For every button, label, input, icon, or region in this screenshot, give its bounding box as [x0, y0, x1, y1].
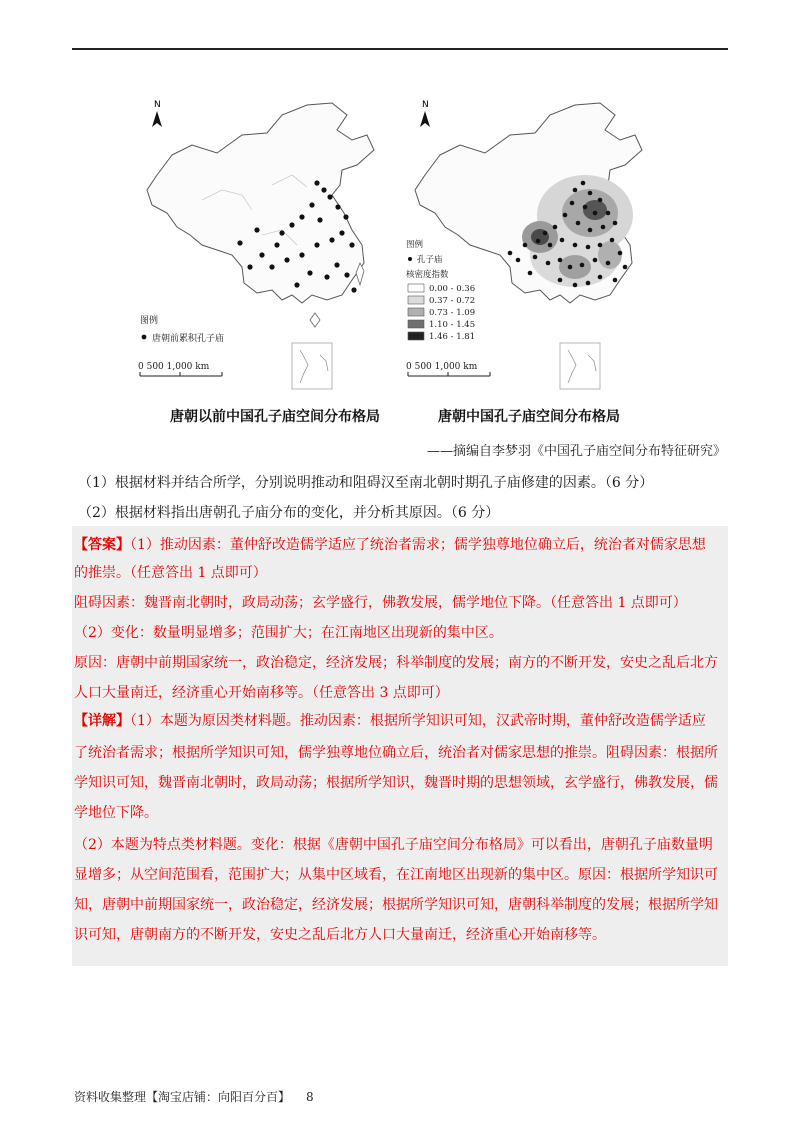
svg-text:唐朝前累积孔子庙: 唐朝前累积孔子庙	[152, 334, 225, 344]
svg-text:N: N	[154, 100, 161, 110]
source-citation: ——摘编自李梦羽《中国孔子庙空间分布特征研究》	[426, 444, 726, 459]
svg-text:N: N	[422, 100, 429, 110]
question-1: （1）根据材料并结合所学，分别说明推动和阻碍汉至南北朝时期孔子庙修建的因素。（6 分）	[78, 475, 654, 491]
svg-text:核密度指数: 核密度指数	[406, 270, 449, 280]
answer-line-2: 的推崇。（任意答出 1 点即可）	[74, 565, 267, 581]
answer-line-6: 人口大量南迁，经济重心开始南移等。（任意答出 3 点即可）	[74, 685, 449, 701]
detail-line-7: 知，唐朝中前期国家统一，政治稳定，经济发展；根据所学知识可知，唐朝科举制度的发展；根据所学知	[74, 897, 718, 913]
north-arrow-icon	[152, 100, 162, 127]
detail-line-6: 显增多；从空间范围看，范围扩大；从集中区域看，在江南地区出现新的集中区。原因：根据所学知识可	[74, 867, 718, 883]
map-tang-svg	[400, 95, 670, 395]
svg-text:0 500 1,000 km: 0 500 1,000 km	[406, 362, 478, 372]
answer-line-3: 阻碍因素：魏晋南北朝时，政局动荡；玄学盛行，佛教发展，儒学地位下降。（任意答出 1 点即可）	[74, 595, 687, 611]
answer-tag: 【答案】	[74, 537, 130, 553]
svg-text:1.10 - 1.45: 1.10 - 1.45	[429, 320, 476, 330]
islands-right	[560, 343, 600, 389]
scale-bar-left	[138, 362, 222, 376]
islands-left	[292, 343, 332, 389]
svg-text:1.46 - 1.81: 1.46 - 1.81	[429, 332, 476, 342]
svg-text:0.00 - 0.36: 0.00 - 0.36	[429, 284, 476, 294]
detail-line-3: 学知识可知，魏晋南北朝时，政局动荡；根据所学知识，魏晋时期的思想领域，玄学盛行，佛教发展，儒	[74, 775, 718, 791]
map-pre-tang-svg	[132, 95, 402, 395]
answer-line-5: 原因：唐朝中前期国家统一，政治稳定，经济发展；科举制度的发展；南方的不断开发，安史之乱后北方	[74, 655, 718, 671]
detail-line-5: （2）本题为特点类材料题。变化：根据《唐朝中国孔子庙空间分布格局》可以看出，唐朝孔子庙数量明	[74, 837, 713, 853]
svg-text:孔子庙: 孔子庙	[417, 255, 443, 265]
map-tang	[400, 95, 670, 395]
detail-line-1: 【详解】（1）本题为原因类材料题。推动因素：根据所学知识可知，汉武帝时期，董仲舒改造儒学适应	[74, 713, 706, 729]
answer-line-1: 【答案】（1）推动因素：董仲舒改造儒学适应了统治者需求；儒学独尊地位确立后，统治者对儒家思想	[74, 537, 706, 553]
svg-text:图例: 图例	[140, 316, 159, 326]
top-rule	[72, 48, 728, 50]
answer-line-4: （2）变化：数量明显增多；范围扩大；在江南地区出现新的集中区。	[74, 625, 503, 641]
detail-line-8: 识可知，唐朝南方的不断开发，安史之乱后北方人口大量南迁，经济重心开始南移等。	[74, 927, 606, 943]
legend-left	[140, 314, 224, 344]
svg-text:0.37 - 0.72: 0.37 - 0.72	[429, 296, 476, 306]
map-caption-pre-tang: 唐朝以前中国孔子庙空间分布格局	[170, 409, 380, 425]
footer-text: 资料收集整理【淘宝店铺：向阳百分百】	[74, 1090, 291, 1104]
question-2: （2）根据材料指出唐朝孔子庙分布的变化，并分析其原因。（6 分）	[78, 505, 500, 521]
map-caption-tang: 唐朝中国孔子庙空间分布格局	[438, 409, 620, 425]
page-number: 8	[306, 1090, 314, 1104]
detail-line-4: 学地位下降。	[74, 805, 158, 821]
detail-line-2: 了统治者需求；根据所学知识可知，儒学独尊地位确立后，统治者对儒家思想的推崇。阻碍因素：根据所	[74, 745, 718, 761]
svg-text:0 500 1,000 km: 0 500 1,000 km	[138, 362, 210, 372]
north-arrow-icon	[420, 100, 430, 127]
detail-tag: 【详解】	[74, 713, 130, 729]
china-outline-left	[147, 103, 374, 303]
map-pre-tang	[132, 95, 402, 395]
svg-text:图例: 图例	[406, 240, 424, 250]
legend-right	[406, 239, 475, 342]
scale-bar-right	[406, 362, 490, 376]
page-footer	[74, 1088, 314, 1105]
svg-text:0.73 - 1.09: 0.73 - 1.09	[429, 308, 476, 318]
